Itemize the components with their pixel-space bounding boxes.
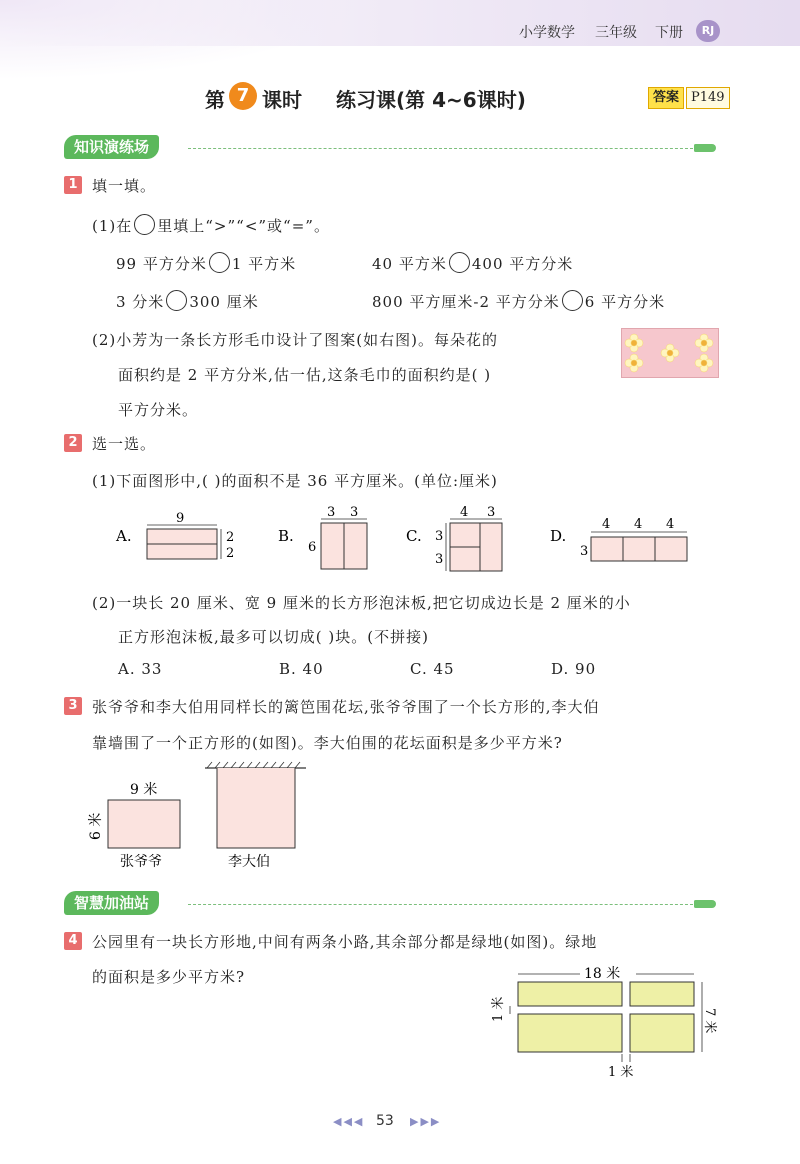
q4-line2: 的面积是多少平方米? xyxy=(92,968,246,986)
q4-road2-label: 1 米 xyxy=(608,1065,634,1080)
figC-l2-label: 3 xyxy=(435,552,444,567)
q4-width-label: 7 米 xyxy=(702,1008,717,1034)
pencil-icon xyxy=(694,900,716,908)
option-d-label: D. xyxy=(550,527,567,545)
figure-c xyxy=(450,523,502,571)
q4-line1: 公园里有一块长方形地,中间有两条小路,其余部分都是绿地(如图)。绿地 xyxy=(92,933,598,951)
q1-row2a: 3 分米 300 厘米 xyxy=(116,290,259,312)
answer-circle[interactable] xyxy=(134,214,155,235)
figC-l1-label: 3 xyxy=(435,529,444,544)
figB-t2-label: 3 xyxy=(350,505,359,520)
q2-title: 选一选。 xyxy=(92,435,157,453)
q3-name2: 李大伯 xyxy=(228,854,270,870)
question-number-2: 2 xyxy=(64,434,82,452)
q4-length-label: 18 米 xyxy=(584,966,621,982)
header-subject: 小学数学 xyxy=(519,25,575,41)
figD-t2-label: 4 xyxy=(634,517,643,532)
section-wisdom-tag: 智慧加油站 xyxy=(64,891,159,915)
figB-left-label: 6 xyxy=(308,540,317,555)
li-square xyxy=(217,768,295,848)
figD-left-label: 3 xyxy=(580,544,589,559)
section-divider xyxy=(188,148,693,149)
answer-circle[interactable] xyxy=(209,252,230,273)
q4-road1-label: 1 米 xyxy=(491,996,506,1022)
section-knowledge-tag: 知识演练场 xyxy=(64,135,159,159)
q3-width-label: 9 米 xyxy=(130,782,158,798)
q3-figure xyxy=(80,760,340,875)
header-volume: 下册 xyxy=(655,25,683,41)
figure-a xyxy=(147,529,217,559)
q3-name1: 张爷爷 xyxy=(120,854,162,870)
q2-p2-line2: 正方形泡沫板,最多可以切成( )块。(不拼接) xyxy=(118,628,429,646)
q2-choice-a[interactable]: A. 33 xyxy=(118,660,163,678)
answer-circle[interactable] xyxy=(449,252,470,273)
q1-title: 填一填。 xyxy=(92,177,157,195)
figA-r2-label: 2 xyxy=(226,546,235,561)
question-number-4: 4 xyxy=(64,932,82,950)
figC-t1-label: 4 xyxy=(460,505,469,520)
pencil-icon xyxy=(694,144,716,152)
q2-choice-c[interactable]: C. 45 xyxy=(410,660,455,678)
answer-page-ref[interactable]: P149 xyxy=(686,87,730,109)
q1-p2-line2: 面积约是 2 平方分米,估一估,这条毛巾的面积约是( ) xyxy=(118,366,492,384)
q3-height-label: 6 米 xyxy=(88,812,104,840)
figA-top-label: 9 xyxy=(176,511,185,526)
figure-d xyxy=(591,537,687,561)
page-number: 53 xyxy=(376,1113,394,1129)
figA-r1-label: 2 xyxy=(226,530,235,545)
q1-row1a: 99 平方分米 1 平方米 xyxy=(116,252,296,274)
q1-p2-line3: 平方分米。 xyxy=(118,401,199,419)
lesson-number-badge: 7 xyxy=(229,82,257,110)
q1-p2-line1: (2)小芳为一条长方形毛巾设计了图案(如右图)。每朵花的 xyxy=(92,331,498,349)
wall-hatching xyxy=(207,762,300,768)
option-b-label: B. xyxy=(278,527,294,545)
title-prefix: 第 xyxy=(205,88,225,112)
q2-choice-b[interactable]: B. 40 xyxy=(279,660,324,678)
q2-choice-d[interactable]: D. 90 xyxy=(551,660,597,678)
figure-b xyxy=(321,523,367,569)
figC-t2-label: 3 xyxy=(487,505,496,520)
q3-line2: 靠墙围了一个正方形的(如图)。李大伯围的花坛面积是多少平方米? xyxy=(92,734,563,752)
q2-p1: (1)下面图形中,( )的面积不是 36 平方厘米。(单位:厘米) xyxy=(92,472,498,490)
green-plots xyxy=(518,982,694,1052)
answer-circle[interactable] xyxy=(562,290,583,311)
next-arrows-icon: ▶▶▶ xyxy=(410,1115,442,1128)
figD-t1-label: 4 xyxy=(602,517,611,532)
q1-p1-instruction: (1)在 里填上“>”“<”或“=”。 xyxy=(92,214,330,236)
answer-circle[interactable] xyxy=(166,290,187,311)
q2-p2-line1: (2)一块长 20 厘米、宽 9 厘米的长方形泡沫板,把它切成边长是 2 厘米的小 xyxy=(92,594,631,612)
prev-arrows-icon: ◀◀◀ xyxy=(333,1115,365,1128)
section-divider xyxy=(188,904,693,905)
flower-pattern xyxy=(622,329,718,377)
question-number-1: 1 xyxy=(64,176,82,194)
q2-figures xyxy=(110,505,720,575)
q1-row1b: 40 平方米 400 平方分米 xyxy=(372,252,573,274)
page-title: 练习课(第 4~6课时) xyxy=(336,88,526,112)
figB-t1-label: 3 xyxy=(327,505,336,520)
title-suffix: 课时 xyxy=(262,88,302,112)
option-c-label: C. xyxy=(406,527,422,545)
answer-label: 答案 xyxy=(648,87,684,109)
q1-row2b: 800 平方厘米-2 平方分米 6 平方分米 xyxy=(372,290,665,312)
edition-badge: RJ xyxy=(696,20,720,42)
figD-t3-label: 4 xyxy=(666,517,675,532)
towel-figure xyxy=(621,328,719,378)
option-a-label: A. xyxy=(116,527,132,545)
q3-line1: 张爷爷和李大伯用同样长的篱笆围花坛,张爷爷围了一个长方形的,李大伯 xyxy=(92,698,600,716)
zhang-rectangle xyxy=(108,800,180,848)
question-number-3: 3 xyxy=(64,697,82,715)
q4-figure xyxy=(480,960,720,1085)
header-grade: 三年级 xyxy=(595,25,637,41)
